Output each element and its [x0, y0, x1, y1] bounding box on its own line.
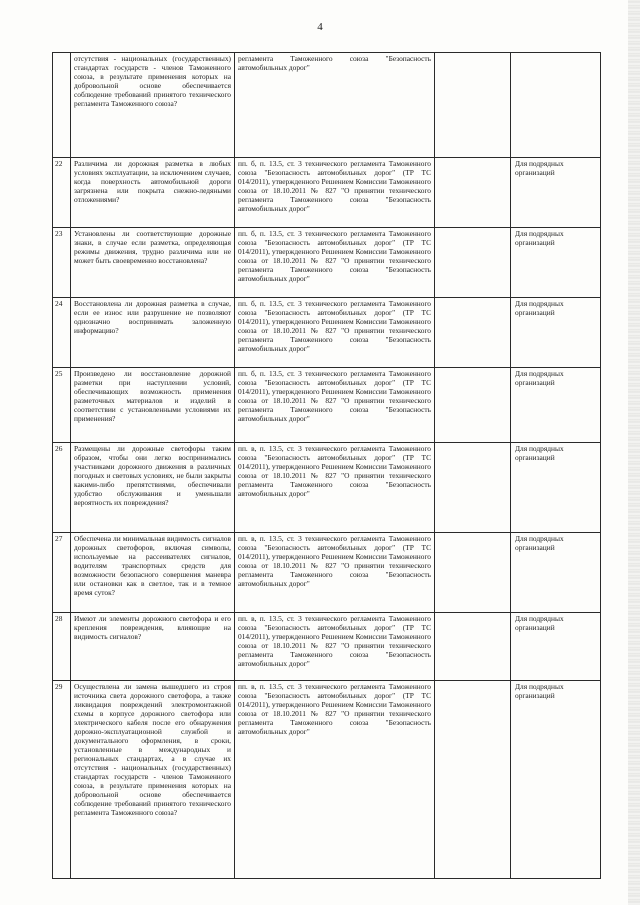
applicability-cell: Для подрядных организаций	[511, 533, 601, 613]
question-cell: Имеют ли элементы дорожного светофора и его крепления повреждения, влияющие на видимость сигналов?	[71, 613, 235, 681]
table-row	[53, 228, 601, 298]
question-cell: Установлены ли соответствующие дорожные знаки, в случае если разметка, определяющая режимы движения, трудно различима или не может быть своевременно восстановлена?	[71, 228, 235, 298]
applicability-cell: Для подрядных организаций	[511, 158, 601, 228]
table-row	[53, 533, 601, 613]
question-cell: Осуществлена ли замена вышедшего из строя источника света дорожного светофора, а также ликвидация повреждений электромонтажной схемы в корпусе дорожного светофора или электрического кабеля после его обнаружения дорожно-эксплуатационной службой и документального оформления, в сроки, установленные в международных и региональных стандартах, а в случае их отсутствия - национальных (государственных) стандартах государств - членов Таможенного союза, в результате применения которых на добровольной основе обеспечивается соблюдение требований принятого технического регламента Таможенного союза?	[71, 681, 235, 879]
scan-edge-decoration	[628, 0, 640, 905]
answer-cell	[435, 53, 511, 158]
reference-cell: пп. б, п. 13.5, ст. 3 технического регламента Таможенного союза "Безопасность автомобильных дорог" (ТР ТС 014/2011), утвержденного Решением Комиссии Таможенного союза от 18.10.2011 № 827 "О принятии технического регламента Таможенного союза "Безопасность автомобильных дорог"	[235, 368, 435, 443]
reference-cell: пп. б, п. 13.5, ст. 3 технического регламента Таможенного союза "Безопасность автомобильных дорог" (ТР ТС 014/2011), утвержденного Решением Комиссии Таможенного союза от 18.10.2011 № 827 "О принятии технического регламента Таможенного союза "Безопасность автомобильных дорог"	[235, 228, 435, 298]
reference-cell: пп. б, п. 13.5, ст. 3 технического регламента Таможенного союза "Безопасность автомобильных дорог" (ТР ТС 014/2011), утвержденного Решением Комиссии Таможенного союза от 18.10.2011 № 827 "О принятии технического регламента Таможенного союза "Безопасность автомобильных дорог"	[235, 298, 435, 368]
question-cell: Произведено ли восстановление дорожной разметки при наступлении условий, обеспечивающих возможность применения разметочных материалов и изделий в соответствии с установленными условиями их применения?	[71, 368, 235, 443]
row-number: 22	[53, 158, 71, 228]
table-row	[53, 681, 601, 879]
row-number: 27	[53, 533, 71, 613]
row-number: 26	[53, 443, 71, 533]
page-number: 4	[317, 21, 323, 33]
applicability-cell: Для подрядных организаций	[511, 443, 601, 533]
table-row	[53, 53, 601, 158]
question-cell: отсутствия - национальных (государственных) стандартах государств - членов Таможенного союза, в результате применения которых на добровольной основе обеспечивается соблюдение требований принятого технического регламента Таможенного союза?	[71, 53, 235, 158]
reference-cell: пп. в, п. 13.5, ст. 3 технического регламента Таможенного союза "Безопасность автомобильных дорог" (ТР ТС 014/2011), утвержденного Решением Комиссии Таможенного союза от 18.10.2011 № 827 "О принятии технического регламента Таможенного союза "Безопасность автомобильных дорог"	[235, 443, 435, 533]
answer-cell	[435, 298, 511, 368]
question-cell: Размещены ли дорожные светофоры таким образом, чтобы они легко воспринимались участниками дорожного движения в различных погодных и световых условиях, не были закрыты какими-либо препятствиями, обеспечивали удобство обслуживания и уменьшали вероятность их повреждения?	[71, 443, 235, 533]
answer-cell	[435, 533, 511, 613]
reference-cell: регламента Таможенного союза "Безопасность автомобильных дорог"	[235, 53, 435, 158]
row-number: 23	[53, 228, 71, 298]
table-row	[53, 613, 601, 681]
applicability-cell: Для подрядных организаций	[511, 613, 601, 681]
row-number: 28	[53, 613, 71, 681]
checklist-table	[52, 52, 601, 879]
table-row	[53, 158, 601, 228]
row-number: 24	[53, 298, 71, 368]
answer-cell	[435, 368, 511, 443]
row-number	[53, 53, 71, 158]
answer-cell	[435, 443, 511, 533]
applicability-cell: Для подрядных организаций	[511, 368, 601, 443]
row-number: 29	[53, 681, 71, 879]
applicability-cell	[511, 53, 601, 158]
question-cell: Различима ли дорожная разметка в любых условиях эксплуатации, за исключением случаев, когда поверхность автомобильной дороги загрязнена или покрыта снежно-ледяными отложениями?	[71, 158, 235, 228]
answer-cell	[435, 613, 511, 681]
applicability-cell: Для подрядных организаций	[511, 228, 601, 298]
row-number: 25	[53, 368, 71, 443]
reference-cell: пп. в, п. 13.5, ст. 3 технического регламента Таможенного союза "Безопасность автомобильных дорог" (ТР ТС 014/2011), утвержденного Решением Комиссии Таможенного союза от 18.10.2011 № 827 "О принятии технического регламента Таможенного союза "Безопасность автомобильных дорог"	[235, 681, 435, 879]
reference-cell: пп. б, п. 13.5, ст. 3 технического регламента Таможенного союза "Безопасность автомобильных дорог" (ТР ТС 014/2011), утвержденного Решением Комиссии Таможенного союза от 18.10.2011 № 827 "О принятии технического регламента Таможенного союза "Безопасность автомобильных дорог"	[235, 158, 435, 228]
answer-cell	[435, 228, 511, 298]
answer-cell	[435, 681, 511, 879]
table-row	[53, 298, 601, 368]
table-row	[53, 368, 601, 443]
reference-cell: пп. в, п. 13.5, ст. 3 технического регламента Таможенного союза "Безопасность автомобильных дорог" (ТР ТС 014/2011), утвержденного Решением Комиссии Таможенного союза от 18.10.2011 № 827 "О принятии технического регламента Таможенного союза "Безопасность автомобильных дорог"	[235, 613, 435, 681]
applicability-cell: Для подрядных организаций	[511, 681, 601, 879]
answer-cell	[435, 158, 511, 228]
table-row	[53, 443, 601, 533]
reference-cell: пп. в, п. 13.5, ст. 3 технического регламента Таможенного союза "Безопасность автомобильных дорог" (ТР ТС 014/2011), утвержденного Решением Комиссии Таможенного союза от 18.10.2011 № 827 "О принятии технического регламента Таможенного союза "Безопасность автомобильных дорог"	[235, 533, 435, 613]
applicability-cell: Для подрядных организаций	[511, 298, 601, 368]
question-cell: Обеспечена ли минимальная видимость сигналов дорожных светофоров, включая символы, используемые на рассеивателях сигналов, водителям транспортных средств для возможности безопасного совершения маневра или остановки как в светлое, так и в темное время суток?	[71, 533, 235, 613]
question-cell: Восстановлена ли дорожная разметка в случае, если ее износ или разрушение не позволяют однозначно воспринимать заложенную информацию?	[71, 298, 235, 368]
